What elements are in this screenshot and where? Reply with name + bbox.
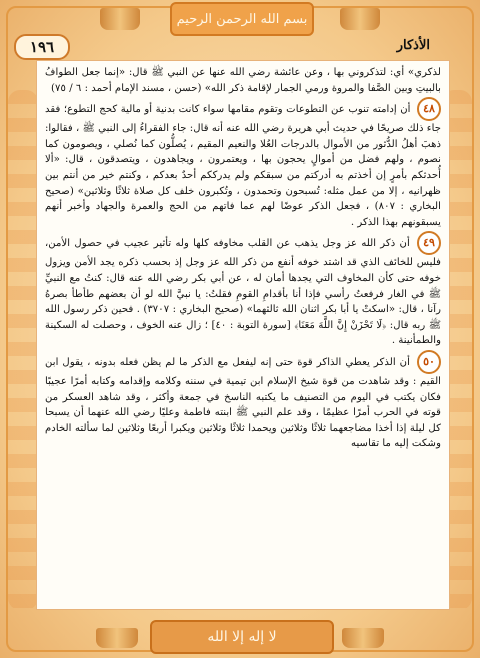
quran-book-icon <box>340 8 380 30</box>
paragraph <box>45 350 441 452</box>
footer-banner: لا إله إلا الله <box>150 620 334 654</box>
paragraph-number: ٤٨ <box>417 97 441 121</box>
basmala-banner: بسم الله الرحمن الرحيم <box>170 2 314 36</box>
paragraph <box>45 97 441 230</box>
quran-book-icon <box>96 628 138 648</box>
text-page <box>36 60 450 610</box>
quran-book-icon <box>100 8 140 30</box>
page-number: ١٩٦ <box>14 34 70 60</box>
paragraph-number: ٥٠ <box>417 350 441 374</box>
paragraph-text: لذكري» أي: لتذكروني بها ، وعن عائشة رضي الله عنها عن النبي ﷺ قال: «إنما جعل الطوافُ بالبيتِ وبين الصَّفا والمروة ورمي الجمار لإقامة ذكر الله» (حسن ، مسند الإمام أحمد : ٦ / ٧٥) <box>45 67 441 94</box>
chapter-title: الأذكار <box>396 38 430 53</box>
left-ornament <box>8 90 38 610</box>
paragraph-number: ٤٩ <box>417 231 441 255</box>
paragraph-text: أن ذكر الله عز وجل يذهب عن القلب مخاوفه كلها وله تأثير عجيب في حصول الأمن، فليس للخائف الذي قد اشتد خوفه أنفع من ذكر الله عز وجل إذ بحسب ذكره يجد الأمن ويزول خوفه حتى كأن المخاوف التي يجدها أمان له ، عن أبي بكر رضي الله عنه قال: كنتُ مع النبيِّ ﷺ في الغار فرفعتُ رأسي فإذا أنا بأقدامِ القومِ فقلتُ: يا نبيَّ الله لو أن بعضهم طأطأ بصرهُ رآنا ، قال: «اسكتْ يا أبا بكر اثنان الله ثالثهما» (صحيح البخاري : ٣٧٠٧) . فحين ذكر رسول الله ﷺ ربه قال: ﴿لَا تَحْزَنْ إِنَّ اللَّهَ مَعَنَا﴾ [سورة التوبة : ٤٠] ؛ زال عنه الخوف ، وحصلت له السكينة والطمأنينة . <box>45 238 442 347</box>
paragraph <box>45 65 441 96</box>
quran-book-icon <box>342 628 384 648</box>
paragraph <box>45 231 441 349</box>
paragraph-text: أن إدامته تنوب عن التطوعات وتقوم مقامها سواء كانت بدنية أو مالية كحج التطوع؛ فقد جاء ذلك صريحًا في حديث أبي هريرة رضي الله عنه أنه قال: جاء الفقراءُ إلى النبي ﷺ ، فقالوا: ذهبَ أهلُ الدُّثور من الأموال بالدرجات العُلا والنعيم المقيم ، يُصلُّون كما نُصلي ، ويصومون كما نصوم ، ولهم فضل من أموالٍ يحجون بها ، ويعتمرون ، ويجاهدون ، ويتصدقون ، قال: «ألا أُحدثكم بأمرٍ إن أخذتم به أدركتم من سبقكم ولم يدرككم أحدٌ بعدكم ، وكنتم خير من أنتم بين ظهرانيه ، إلا من عمل مثله: تُسبحون وتحمدون ، وتُكبرون خلف كل صلاة ثلاثًا وثلاثين» (صحيح البخاري : ٨٠٧) ، فجعل الذكر عوضًا لهم عما فاتهم من الحج والعمرة والجهاد وأخبر أنهم يسبقونهم بهذا الذكر . <box>45 104 441 228</box>
paragraph-text: أن الذكر يعطي الذاكر قوة حتى إنه ليفعل مع الذكر ما لم يظن فعله بدونه ، يقول ابن القيم : وقد شاهدت من قوة شيخ الإسلام ابن تيمية في سننه وكلامه وإقدامه وكتابه أمرًا عجيبًا فكان يكتب في اليوم من التصنيف ما يكتبه الناسخ في جمعة وأكثر ، وقد شاهد العسكر من قوته في الحرب أمرًا عظيمًا ، وقد علم النبي ﷺ ابنته فاطمة وعليًا رضي الله عنهما أن يسبحا كل ليلة إذا أخذا مضاجعهما ثلاثًا وثلاثين ويحمدا ثلاثًا وثلاثين ويكبرا أربعًا وثلاثين لما سألته الخادم وشكت إليه ما تقاسيه <box>45 356 441 450</box>
page-content <box>45 65 441 605</box>
